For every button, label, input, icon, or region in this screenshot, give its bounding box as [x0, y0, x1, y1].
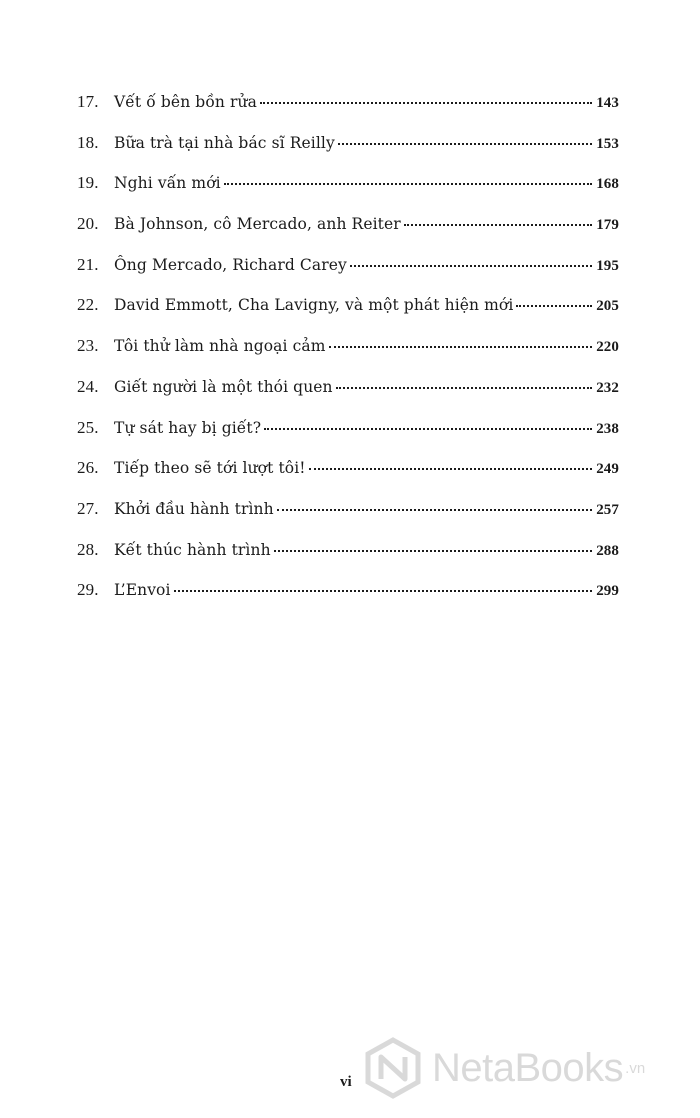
toc-entry-page: 257	[596, 501, 619, 518]
toc-entry	[77, 459, 619, 500]
toc-entry	[77, 541, 619, 582]
toc-dot-leader	[264, 428, 592, 430]
watermark-suffix: .vn	[625, 1059, 646, 1077]
toc-dot-leader	[274, 550, 593, 552]
toc-entry	[77, 581, 619, 622]
toc-entry	[77, 378, 619, 419]
toc-entry-page: 168	[596, 176, 619, 193]
toc-entry-number: 21.	[77, 254, 99, 274]
toc-entry-page: 299	[596, 583, 619, 600]
toc-entry-number: 23.	[77, 336, 99, 356]
toc-entry-page: 249	[596, 461, 619, 478]
toc-entry-title: David Emmott, Cha Lavigny, và một phát hiện mới	[114, 296, 514, 315]
toc-entry-number: 20.	[77, 214, 99, 234]
toc-entry-page: 143	[596, 95, 619, 111]
toc-entry-title: Nghi vấn mới	[114, 174, 221, 193]
toc-entry	[77, 419, 619, 460]
toc-entry-number: 25.	[77, 417, 99, 437]
toc-entry-page: 195	[596, 257, 619, 274]
toc-dot-leader	[277, 509, 593, 511]
toc-entry	[77, 93, 619, 134]
toc-entry-title: Bữa trà tại nhà bác sĩ Reilly	[114, 133, 335, 152]
toc-entry-number: 18.	[77, 132, 99, 152]
table-of-contents	[77, 93, 619, 622]
toc-entry	[77, 215, 619, 256]
toc-entry	[77, 337, 619, 378]
toc-dot-leader	[260, 102, 592, 104]
toc-dot-leader	[309, 468, 593, 470]
page-number: vi	[340, 1074, 352, 1090]
toc-entry-number: 17.	[77, 92, 99, 111]
toc-dot-leader	[516, 305, 592, 307]
toc-entry-page: 205	[596, 298, 619, 315]
toc-dot-leader	[350, 265, 592, 267]
toc-entry-title: Ông Mercado, Richard Carey	[114, 255, 347, 274]
toc-entry-page: 153	[596, 135, 619, 152]
netabooks-logo-icon	[362, 1037, 424, 1099]
toc-entry-page: 220	[596, 339, 619, 356]
toc-entry-title: Khởi đầu hành trình	[114, 499, 274, 518]
toc-entry-title: Kết thúc hành trình	[114, 540, 271, 559]
toc-dot-leader	[404, 224, 592, 226]
toc-entry-title: Tự sát hay bị giết?	[114, 418, 262, 437]
toc-entry-number: 22.	[77, 295, 99, 315]
toc-entry	[77, 256, 619, 297]
toc-entry-page: 238	[596, 420, 619, 437]
toc-entry	[77, 134, 619, 175]
toc-dot-leader	[336, 387, 593, 389]
toc-entry-page: 179	[596, 217, 619, 234]
toc-entry-title: Vết ố bên bồn rửa	[114, 93, 257, 111]
toc-entry	[77, 500, 619, 541]
toc-entry-title: Bà Johnson, cô Mercado, anh Reiter	[114, 215, 401, 234]
toc-entry-title: Tiếp theo sẽ tới lượt tôi!	[114, 459, 306, 478]
toc-dot-leader	[329, 346, 593, 348]
toc-entry	[77, 174, 619, 215]
toc-entry-title: Giết người là một thói quen	[114, 377, 333, 396]
toc-entry	[77, 296, 619, 337]
toc-dot-leader	[338, 143, 592, 145]
toc-dot-leader	[174, 590, 593, 592]
watermark	[362, 1028, 645, 1108]
toc-entry-page: 232	[596, 379, 619, 396]
watermark-text: NetaBooks	[432, 1045, 624, 1090]
toc-entry-number: 24.	[77, 376, 99, 396]
toc-entry-page: 288	[596, 542, 619, 559]
toc-entry-number: 27.	[77, 498, 99, 518]
toc-entry-number: 29.	[77, 580, 99, 600]
toc-dot-leader	[224, 183, 592, 185]
toc-entry-number: 19.	[77, 173, 99, 193]
toc-entry-number: 26.	[77, 458, 99, 478]
toc-entry-title: L’Envoi	[114, 581, 171, 600]
toc-entry-title: Tôi thử làm nhà ngoại cảm	[114, 337, 326, 356]
toc-entry-number: 28.	[77, 539, 99, 559]
